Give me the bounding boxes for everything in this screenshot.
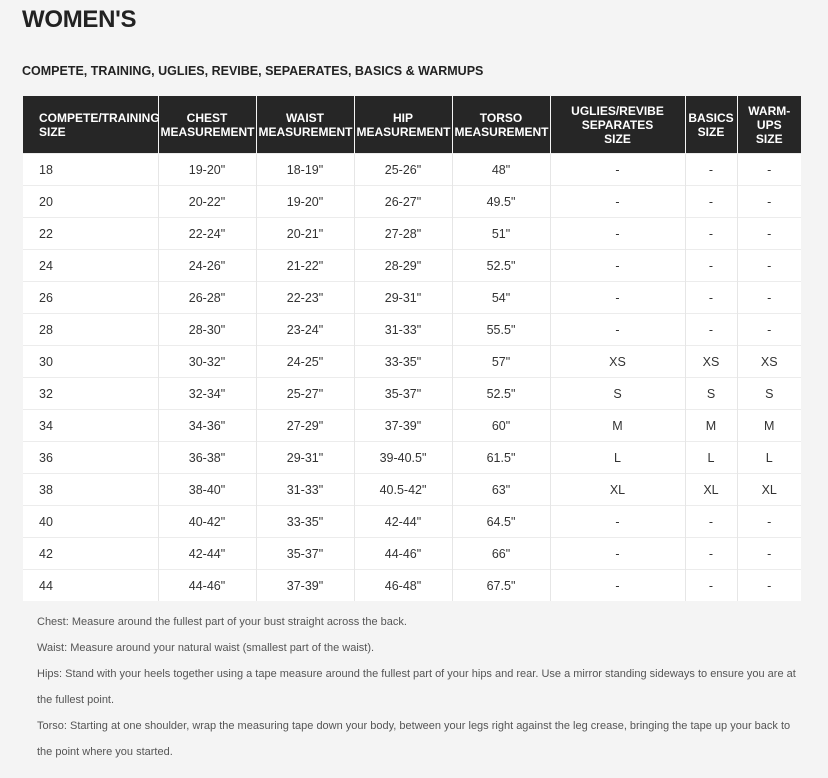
table-cell-waist: 37-39" [256,570,354,602]
column-header-torso [452,96,550,154]
table-cell-basics: - [685,538,737,570]
table-cell-size: 18 [23,154,158,186]
table-cell-basics: - [685,282,737,314]
table-body [23,154,801,602]
table-cell-basics: M [685,410,737,442]
table-cell-waist: 25-27" [256,378,354,410]
table-subtitle: COMPETE, TRAINING, UGLIES, REVIBE, SEPAERATES, BASICS & WARMUPS [22,64,484,78]
column-header-line: SIZE [755,131,783,146]
table-header-row [23,96,801,154]
table-cell-size: 22 [23,218,158,250]
table-cell-waist: 20-21" [256,218,354,250]
table-row [23,314,801,346]
note-torso: Torso: Starting at one shoulder, wrap the measuring tape down your body, between your legs right against the leg crease, bringing the tape up your back to the point where you started. [37,720,791,758]
table-cell-torso: 57" [452,346,550,378]
table-cell-torso: 52.5" [452,378,550,410]
table-cell-uglies-revibe: - [550,538,685,570]
table-cell-chest: 22-24" [158,218,256,250]
table-cell-hip: 27-28" [354,218,452,250]
table-cell-chest: 28-30" [158,314,256,346]
column-header-hip [354,96,452,154]
table-cell-hip: 46-48" [354,570,452,602]
table-cell-chest: 30-32" [158,346,256,378]
table-cell-waist: 19-20" [256,186,354,218]
column-header-line: TORSO [479,110,523,125]
column-header-line: BASICS [688,110,734,125]
table-cell-torso: 51" [452,218,550,250]
table-cell-waist: 29-31" [256,442,354,474]
table-cell-warmups: L [737,442,801,474]
table-cell-chest: 32-34" [158,378,256,410]
table-cell-hip: 33-35" [354,346,452,378]
column-header-line: HIP [392,110,413,125]
table-cell-torso: 49.5" [452,186,550,218]
table-cell-warmups: XL [737,474,801,506]
column-header-line: MEASUREMENT [258,124,353,139]
table-cell-basics: XS [685,346,737,378]
table-cell-torso: 66" [452,538,550,570]
table-cell-chest: 26-28" [158,282,256,314]
table-cell-size: 40 [23,506,158,538]
table-cell-waist: 24-25" [256,346,354,378]
note-hips: Hips: Stand with your heels together using a tape measure around the fullest part of your hips and rear. Use a mirror standing sideways to ensure you are at the fullest point. [37,668,796,706]
table-cell-torso: 55.5" [452,314,550,346]
table-cell-torso: 54" [452,282,550,314]
table-cell-warmups: - [737,282,801,314]
column-header-uglies-revibe [550,96,685,154]
table-cell-size: 36 [23,442,158,474]
table-cell-uglies-revibe: - [550,218,685,250]
table-cell-uglies-revibe: - [550,250,685,282]
table-cell-chest: 19-20" [158,154,256,186]
table-cell-basics: S [685,378,737,410]
table-cell-size: 26 [23,282,158,314]
table-cell-uglies-revibe: S [550,378,685,410]
column-header-line: MEASUREMENT [454,124,549,139]
table-cell-size: 44 [23,570,158,602]
column-header-line: UPS [756,117,782,132]
measurement-notes [37,609,807,765]
table-cell-basics: - [685,154,737,186]
column-header-warmups [737,96,801,154]
table-cell-uglies-revibe: - [550,282,685,314]
table-cell-hip: 31-33" [354,314,452,346]
table-row [23,378,801,410]
table-cell-waist: 21-22" [256,250,354,282]
table-row [23,410,801,442]
column-header-line: SIZE [39,124,66,139]
table-cell-uglies-revibe: - [550,186,685,218]
column-header-line: MEASUREMENT [160,124,255,139]
table-row [23,282,801,314]
table-cell-torso: 48" [452,154,550,186]
table-cell-chest: 42-44" [158,538,256,570]
table-cell-uglies-revibe: - [550,314,685,346]
column-header-line: MEASUREMENT [356,124,451,139]
table-cell-hip: 42-44" [354,506,452,538]
column-header-waist [256,96,354,154]
table-cell-chest: 36-38" [158,442,256,474]
table-cell-chest: 44-46" [158,570,256,602]
table-cell-waist: 27-29" [256,410,354,442]
table-row [23,506,801,538]
table-cell-warmups: XS [737,346,801,378]
table-cell-torso: 60" [452,410,550,442]
table-cell-size: 42 [23,538,158,570]
table-cell-uglies-revibe: L [550,442,685,474]
table-cell-torso: 67.5" [452,570,550,602]
table-cell-basics: - [685,186,737,218]
column-header-line: UGLIES/REVIBE [571,103,664,118]
table-row [23,346,801,378]
column-header-line: SIZE [604,131,631,146]
table-cell-size: 24 [23,250,158,282]
table-cell-warmups: - [737,218,801,250]
table-cell-hip: 26-27" [354,186,452,218]
table-cell-waist: 23-24" [256,314,354,346]
note-waist: Waist: Measure around your natural waist (smallest part of the waist). [37,642,375,654]
table-cell-hip: 28-29" [354,250,452,282]
table-cell-torso: 52.5" [452,250,550,282]
table-cell-hip: 39-40.5" [354,442,452,474]
table-row [23,186,801,218]
column-header-line: CHEST [186,110,228,125]
table-cell-size: 28 [23,314,158,346]
table-cell-warmups: - [737,186,801,218]
table-cell-basics: - [685,218,737,250]
table-cell-uglies-revibe: - [550,570,685,602]
table-cell-size: 20 [23,186,158,218]
table-cell-uglies-revibe: XL [550,474,685,506]
table-cell-hip: 40.5-42" [354,474,452,506]
table-cell-warmups: - [737,570,801,602]
column-header-chest [158,96,256,154]
table-cell-chest: 20-22" [158,186,256,218]
table-row [23,250,801,282]
table-cell-size: 34 [23,410,158,442]
table-cell-basics: - [685,250,737,282]
table-cell-hip: 37-39" [354,410,452,442]
table-cell-warmups: - [737,314,801,346]
table-cell-basics: - [685,506,737,538]
table-cell-size: 38 [23,474,158,506]
table-cell-basics: XL [685,474,737,506]
table-cell-uglies-revibe: XS [550,346,685,378]
table-cell-uglies-revibe: M [550,410,685,442]
table-cell-uglies-revibe: - [550,154,685,186]
table-cell-hip: 29-31" [354,282,452,314]
note-chest: Chest: Measure around the fullest part of your bust straight across the back. [37,616,407,628]
table-cell-hip: 44-46" [354,538,452,570]
table-cell-basics: L [685,442,737,474]
table-cell-hip: 35-37" [354,378,452,410]
table-cell-waist: 33-35" [256,506,354,538]
column-header-line: COMPETE/TRAINING [39,110,160,125]
table-row [23,570,801,602]
table-cell-chest: 40-42" [158,506,256,538]
table-row [23,154,801,186]
table-cell-warmups: - [737,154,801,186]
table-row [23,538,801,570]
table-cell-basics: - [685,314,737,346]
column-header-line: SIZE [697,124,725,139]
column-header-line: SEPARATES [581,117,654,132]
table-cell-torso: 63" [452,474,550,506]
column-header-line: WAIST [286,110,324,125]
column-header-basics [685,96,737,154]
table-cell-waist: 35-37" [256,538,354,570]
table-cell-warmups: - [737,538,801,570]
table-cell-warmups: S [737,378,801,410]
table-row [23,442,801,474]
table-cell-warmups: - [737,506,801,538]
table-cell-torso: 64.5" [452,506,550,538]
table-cell-warmups: - [737,250,801,282]
table-cell-basics: - [685,570,737,602]
table-cell-waist: 22-23" [256,282,354,314]
table-cell-uglies-revibe: - [550,506,685,538]
table-cell-waist: 18-19" [256,154,354,186]
column-header-size [23,96,158,154]
table-cell-chest: 24-26" [158,250,256,282]
size-chart-table [23,96,801,601]
table-cell-hip: 25-26" [354,154,452,186]
table-row [23,474,801,506]
table-cell-waist: 31-33" [256,474,354,506]
table-cell-chest: 34-36" [158,410,256,442]
column-header-line: WARM- [748,103,791,118]
table-cell-warmups: M [737,410,801,442]
table-row [23,218,801,250]
table-cell-torso: 61.5" [452,442,550,474]
table-cell-chest: 38-40" [158,474,256,506]
table-cell-size: 30 [23,346,158,378]
page-title: WOMEN'S [22,6,137,33]
table-cell-size: 32 [23,378,158,410]
